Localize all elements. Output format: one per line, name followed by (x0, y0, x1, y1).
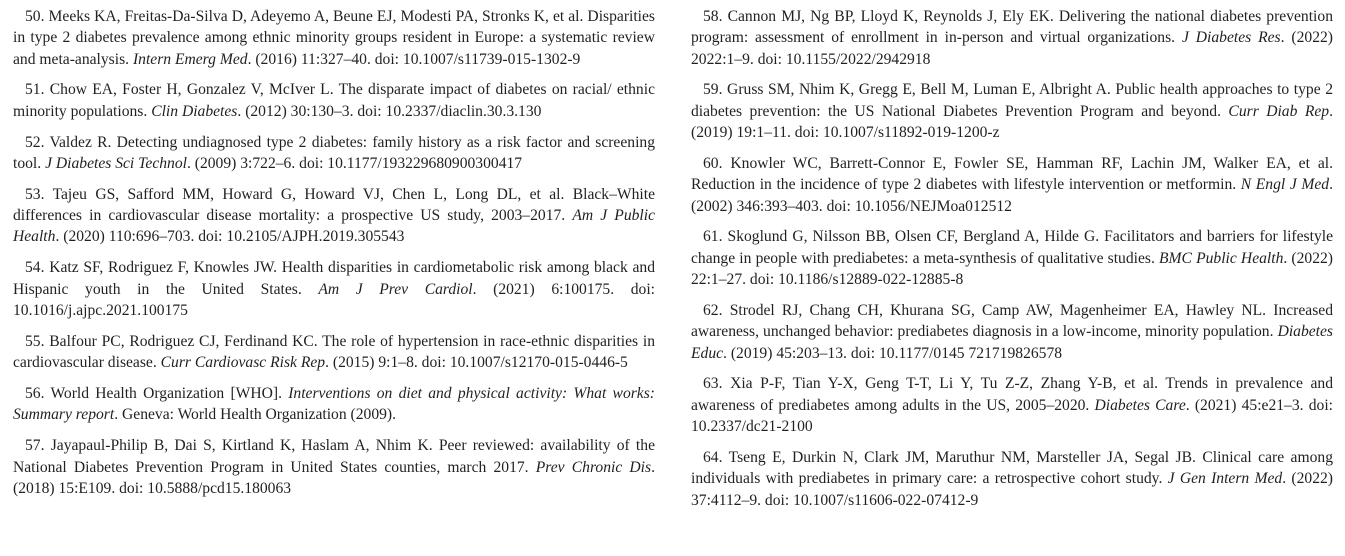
reference-column-left (13, 6, 655, 509)
reference-item (13, 184, 655, 248)
reference-text: Meeks KA, Freitas-Da-Silva D, Adeyemo A, Beune EJ, Modesti PA, Stronks K, et al. Disparities in type 2 diabetes prevalence among ethnic minority groups resident in Europe: a systematic review and meta-analysis. (13, 8, 655, 68)
reference-details: . (2020) 110:696–703. doi: 10.2105/AJPH.2019.305543 (55, 228, 405, 246)
reference-item (13, 435, 655, 499)
reference-text: Gruss SM, Nhim K, Gregg E, Bell M, Luman E, Albright A. Public health approaches to type 2 diabetes prevention: the US National Diabetes Prevention Program and beyond. (691, 81, 1333, 120)
reference-journal: J Diabetes Sci Technol (45, 154, 187, 172)
reference-number: 60. (703, 154, 723, 172)
reference-number: 55. (25, 332, 45, 350)
reference-text: World Health Organization [WHO]. (44, 385, 289, 403)
reference-details: . (2015) 9:1–8. doi: 10.1007/s12170-015-0446-5 (325, 354, 628, 372)
reference-item (691, 300, 1333, 364)
reference-item (13, 331, 655, 374)
reference-number: 51. (25, 81, 45, 99)
reference-text: Valdez R. Detecting undiagnosed type 2 diabetes: family history as a risk factor and screening tool. (13, 133, 655, 172)
reference-number: 57. (25, 437, 45, 455)
reference-item (691, 447, 1333, 511)
reference-text: Chow EA, Foster H, Gonzalez V, McIver L. The disparate impact of diabetes on racial/ ethnic minority populations. (13, 81, 655, 120)
reference-journal: Diabetes Care (1094, 396, 1186, 414)
reference-text: Skoglund G, Nilsson BB, Olsen CF, Bergland A, Hilde G. Facilitators and barriers for lifestyle change in people with prediabetes: a meta-synthesis of qualitative studies. (691, 228, 1333, 267)
reference-number: 63. (703, 375, 723, 393)
reference-journal: Curr Diab Rep (1228, 102, 1330, 120)
reference-text: Tseng E, Durkin N, Clark JM, Maruthur NM, Marsteller JA, Segal JB. Clinical care among individuals with prediabetes in primary care: a retrospective cohort study. (691, 448, 1333, 488)
reference-details: . (2022) 22:1–27. doi: 10.1186/s12889-022-12885-8 (691, 249, 1333, 289)
reference-item (13, 257, 655, 321)
reference-details: . (2002) 346:393–403. doi: 10.1056/NEJMoa012512 (691, 176, 1333, 215)
reference-details: . (2019) 19:1–11. doi: 10.1007/s11892-019-1200-z (691, 102, 1333, 142)
reference-number: 61. (703, 228, 723, 246)
reference-details: . (2019) 45:203–13. doi: 10.1177/0145 721719826578 (723, 344, 1063, 362)
reference-details: . (2012) 30:130–3. doi: 10.2337/diaclin.30.3.130 (237, 102, 542, 120)
reference-item (13, 132, 655, 175)
reference-journal: Curr Cardiovasc Risk Rep (160, 354, 326, 372)
reference-number: 59. (703, 81, 723, 99)
reference-journal: J Diabetes Res (1181, 29, 1281, 47)
reference-item (691, 79, 1333, 143)
reference-journal: Am J Public Health (13, 207, 655, 246)
reference-details: . (2021) 6:100175. doi: 10.1016/j.ajpc.2021.100175 (13, 280, 655, 319)
reference-journal: Diabetes Educ (691, 323, 1333, 362)
reference-text: Tajeu GS, Safford MM, Howard G, Howard VJ, Chen L, Long DL, et al. Black–White differences in cardiovascular disease mortality: a prospective US study, 2003–2017. (13, 185, 655, 225)
reference-details: . (2018) 15:E109. doi: 10.5888/pcd15.180063 (13, 458, 655, 497)
reference-details: . (2009) 3:722–6. doi: 10.1177/193229680900300417 (186, 154, 523, 172)
reference-journal: J Gen Intern Med (1167, 470, 1283, 488)
reference-number: 52. (25, 133, 45, 151)
reference-column-right (691, 6, 1333, 520)
reference-item (691, 6, 1333, 70)
reference-text: Katz SF, Rodriguez F, Knowles JW. Health disparities in cardiometabolic risk among black and Hispanic youth in the United States. (13, 259, 655, 298)
reference-journal: BMC Public Health (1159, 249, 1284, 267)
reference-item (13, 6, 655, 70)
reference-journal: Prev Chronic Dis (535, 458, 652, 476)
reference-details: . (2016) 11:327–40. doi: 10.1007/s11739-015-1302-9 (247, 50, 581, 68)
reference-journal: Interventions on diet and physical activity: What works: Summary report (13, 385, 655, 424)
reference-journal: Intern Emerg Med (132, 50, 248, 68)
reference-text: Xia P-F, Tian Y-X, Geng T-T, Li Y, Tu Z-Z, Zhang Y-B, et al. Trends in prevalence and awareness of prediabetes among adults in the US, 2005–2020. (691, 375, 1333, 414)
reference-journal: Am J Prev Cardiol (318, 280, 473, 298)
reference-number: 64. (703, 448, 723, 466)
reference-number: 56. (25, 385, 45, 403)
reference-number: 58. (703, 8, 723, 25)
reference-number: 53. (25, 185, 45, 203)
reference-item (13, 79, 655, 122)
reference-text: Knowler WC, Barrett-Connor E, Fowler SE, Hamman RF, Lachin JM, Walker EA, et al. Reduction in the incidence of type 2 diabetes with lifestyle intervention or metformin. (691, 154, 1333, 194)
reference-text: Jayapaul-Philip B, Dai S, Kirtland K, Haslam A, Nhim K. Peer reviewed: availability of the National Diabetes Prevention Program in United States counties, march 2017. (13, 437, 655, 476)
reference-item (691, 373, 1333, 437)
reference-item (13, 383, 655, 426)
reference-text: Strodel RJ, Chang CH, Khurana SG, Camp AW, Magenheimer EA, Hawley NL. Increased awareness, unchanged behavior: prediabetes diagnosis in a low-income, minority population. (691, 301, 1333, 341)
reference-text: Cannon MJ, Ng BP, Lloyd K, Reynolds J, Ely EK. Delivering the national diabetes prevention program: assessment of enrollment in in-person and virtual organizations. (691, 8, 1333, 47)
reference-details: . (2021) 45:e21–3. doi: 10.2337/dc21-2100 (691, 396, 1333, 436)
reference-number: 54. (25, 259, 45, 277)
reference-number: 50. (25, 8, 45, 25)
reference-details: . (2022) 2022:1–9. doi: 10.1155/2022/2942918 (691, 29, 1333, 68)
reference-details: . Geneva: World Health Organization (2009). (114, 406, 397, 424)
reference-text: Balfour PC, Rodriguez CJ, Ferdinand KC. The role of hypertension in race-ethnic disparities in cardiovascular disease. (13, 332, 655, 372)
reference-item (691, 153, 1333, 217)
reference-number: 62. (703, 301, 723, 319)
reference-journal: N Engl J Med (1240, 176, 1330, 194)
reference-item (691, 226, 1333, 290)
reference-journal: Clin Diabetes (151, 102, 238, 120)
reference-details: . (2022) 37:4112–9. doi: 10.1007/s11606-022-07412-9 (691, 470, 1333, 509)
